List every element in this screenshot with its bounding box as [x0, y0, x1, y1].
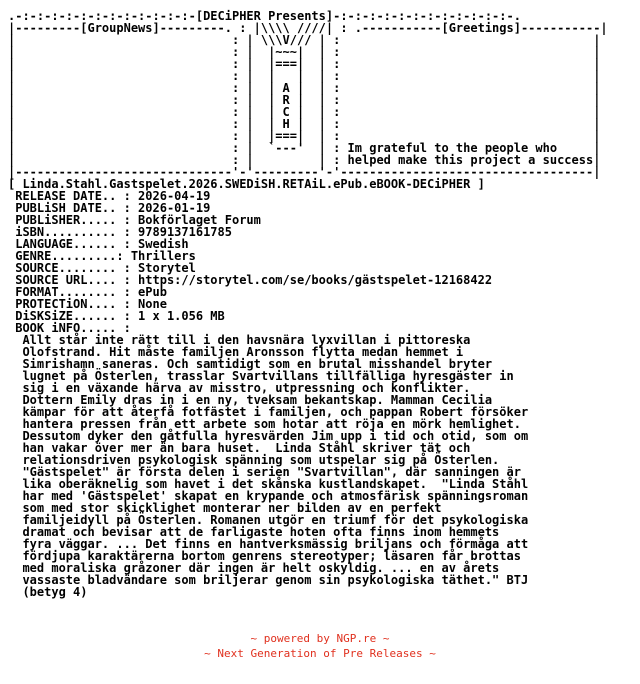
format-row: FORMAT........ : ePub — [8, 285, 167, 299]
footer-powered-by: ~ powered by NGP.re ~ — [250, 632, 390, 645]
language-row: LANGUAGE...... : Swedish — [8, 237, 189, 251]
release-date-row: RELEASE DATE.. : 2026-04-19 — [8, 189, 211, 203]
protection-row: PROTECTiON.... : None — [8, 297, 167, 311]
book-info-text: Allt står inte rätt till i den havsnära lyxvillan i pittoreska Olofstrand. Hit måste familjen Aronsson flytta medan hemmet i Simrishamn saneras. Och samtidigt som en brutal misshandel bryter lugnet på Österlen, trasslar Svartvillans tillfälliga hyresgäster in sig i en växande härva av misstro, utpressning och konflikter. Dottern Emily dras in i en ny, tveksam bekantskap. Mamman Cecilia kämpar för att återfå fotfästet i familjen, och pappan Robert försöker hantera pressen från ett arbete som hotar att röja en mörk hemlighet. Dessutom dyker den gåtfulla hyresvärden Jim upp i tid och otid, som om han vakar över mer än bara huset. Linda Ståhl skriver tät och relationsdriven psykologisk spänning som utspelar sig på Österlen. "Gästspelet" är första delen i serien "Svartvillan", där sanningen är lika oberäknelig som havet i det skånska kustlandskapet. "Linda Ståhl har med 'Gästspelet' skapat en krypande och atmosfärisk spänningsroman som med stor skicklighet monterar ner bilden av en perfekt familjeidyll på Österlen. Romanen utgör en triumf för det psykologiska dramat och bevisar att de farligaste hoten ofta finns inom hemmets fyra väggar. ... Det finns en hantverksmässig briljans och förmåga att fördjupa karaktärerna bortom genrens stereotyper; läsaren får brottas med moraliska gråzoner där ingen är helt oskyldig. ... en av årets vassaste bladvändare som briljerar genom sin psykologiska täthet." BTJ (betyg 4) — [22, 333, 529, 599]
disksize-row: DiSKSiZE...... : 1 x 1.056 MB — [8, 309, 225, 323]
book-info-label: BOOK iNFO..... : — [8, 321, 131, 335]
nfo-text-block — [8, 10, 608, 598]
isbn-row: iSBN.......... : 9789137161785 — [8, 225, 232, 239]
publish-date-row: PUBLiSH DATE.. : 2026-01-19 — [8, 201, 211, 215]
footer-tagline: ~ Next Generation of Pre Releases ~ — [204, 647, 436, 660]
source-row: SOURCE........ : Storytel — [8, 261, 196, 275]
genre-row: GENRE.........: Thrillers — [8, 249, 196, 263]
source-url-row: SOURCE URL.... : https://storytel.com/se/books/gästspelet-12168422 — [8, 273, 493, 287]
nfo-header-art: .-:-:-:-:-:-:-:-:-:-:-:-:-[DECiPHER Presents]-:-:-:-:-:-:-:-:-:-:-:-:-. |---------[GroupNews]---------. : |\\\\ ////| : .-----------[Greetings]-----------| | : | \\\V/// | : | | : | |~~~| | : | | : | |===| | : | | : | | | | : | | : | | A | | : | | : | | R | | : | | : | | C | | : | | : | | H | | : | | : | |===| | : | | : | `---' | : Im grateful to the people who | | : | | : helped make this project a success| |------------------------------'-'---------'-'-----------------------------------| [ Linda.Stahl.Gastspelet.2026.SWEDiSH.RETAiL.ePub.eBOOK-DECiPHER ] — [8, 9, 608, 191]
publisher-row: PUBLiSHER..... : Bokförlaget Forum — [8, 213, 261, 227]
